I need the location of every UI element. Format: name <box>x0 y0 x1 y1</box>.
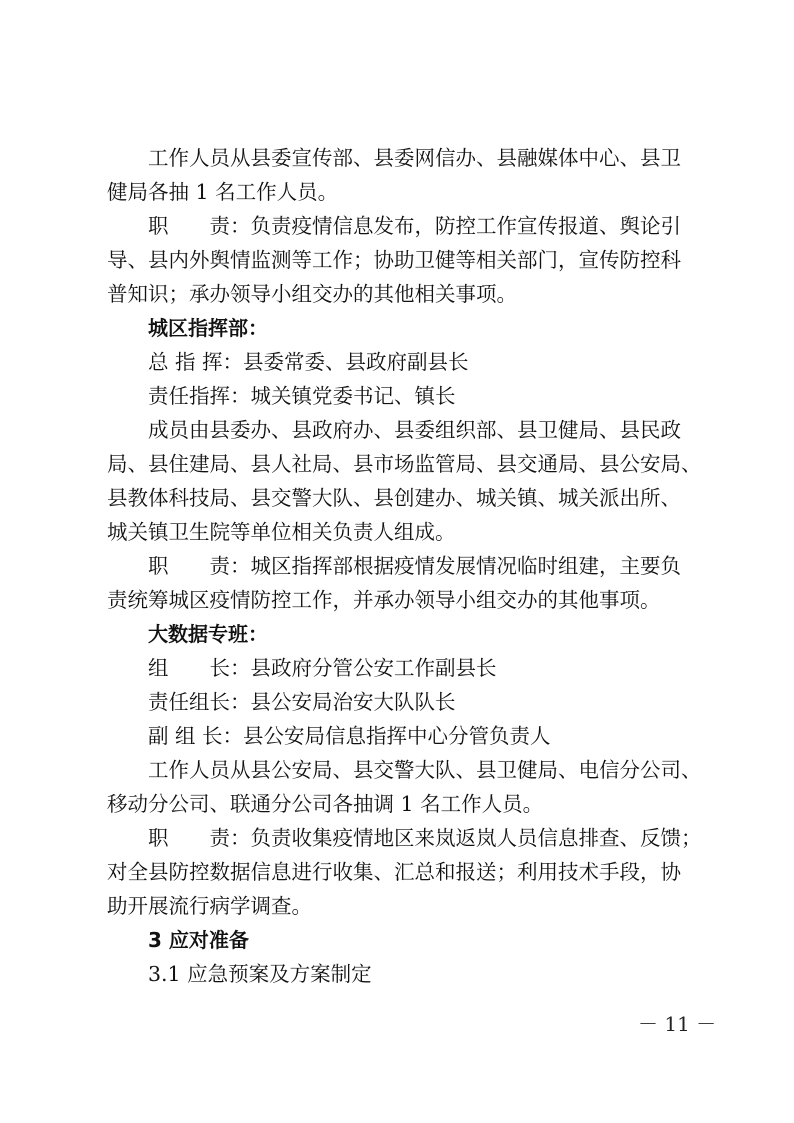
body-line: 责任组长：县公安局治安大队队长 <box>148 690 456 714</box>
section-heading: 城区指挥部： <box>148 316 268 340</box>
body-line: 成员由县委办、县政府办、县委组织部、县卫健局、县民政 <box>148 418 681 442</box>
body-line: 责统筹城区疫情防控工作，并承办领导小组交办的其他事项。 <box>107 588 661 612</box>
body-line: 工作人员从县公安局、县交警大队、县卫健局、电信分公司、 <box>148 758 702 782</box>
body-line: 副 组 长：县公安局信息指挥中心分管负责人 <box>148 724 551 748</box>
body-line: 健局各抽 1 名工作人员。 <box>107 180 339 204</box>
body-line: 城关镇卫生院等单位相关负责人组成。 <box>107 520 456 544</box>
body-line: 移动分公司、联通分公司各抽调 1 名工作人员。 <box>107 792 544 816</box>
body-line: 工作人员从县委宣传部、县委网信办、县融媒体中心、县卫 <box>148 146 681 170</box>
body-line: 总 指 挥：县委常委、县政府副县长 <box>148 350 469 374</box>
body-line: 对全县防控数据信息进行收集、汇总和报送；利用技术手段，协 <box>107 860 681 884</box>
subsection-heading: 3.1 应急预案及方案制定 <box>148 962 372 986</box>
body-line: 助开展流行病学调查。 <box>107 894 312 918</box>
section-heading: 大数据专班： <box>148 622 268 646</box>
body-line: 局、县住建局、县人社局、县市场监管局、县交通局、县公安局、 <box>107 452 702 476</box>
section-heading: 3 应对准备 <box>148 928 249 952</box>
body-line: 县教体科技局、县交警大队、县创建办、城关镇、城关派出所、 <box>107 486 681 510</box>
body-line: 普知识；承办领导小组交办的其他相关事项。 <box>107 282 517 306</box>
body-line: 导、县内外舆情监测等工作；协助卫健等相关部门，宣传防控科 <box>107 248 681 272</box>
body-line: 职 责：负责收集疫情地区来岚返岚人员信息排查、反馈； <box>148 826 702 850</box>
body-line: 责任指挥：城关镇党委书记、镇长 <box>148 384 456 408</box>
body-line: 组 长：县政府分管公安工作副县长 <box>148 656 497 680</box>
body-line: 职 责：负责疫情信息发布，防控工作宣传报道、舆论引 <box>148 214 681 238</box>
body-line: 职 责：城区指挥部根据疫情发展情况临时组建，主要负 <box>148 554 681 578</box>
page-number: － 11 － <box>638 1012 717 1036</box>
